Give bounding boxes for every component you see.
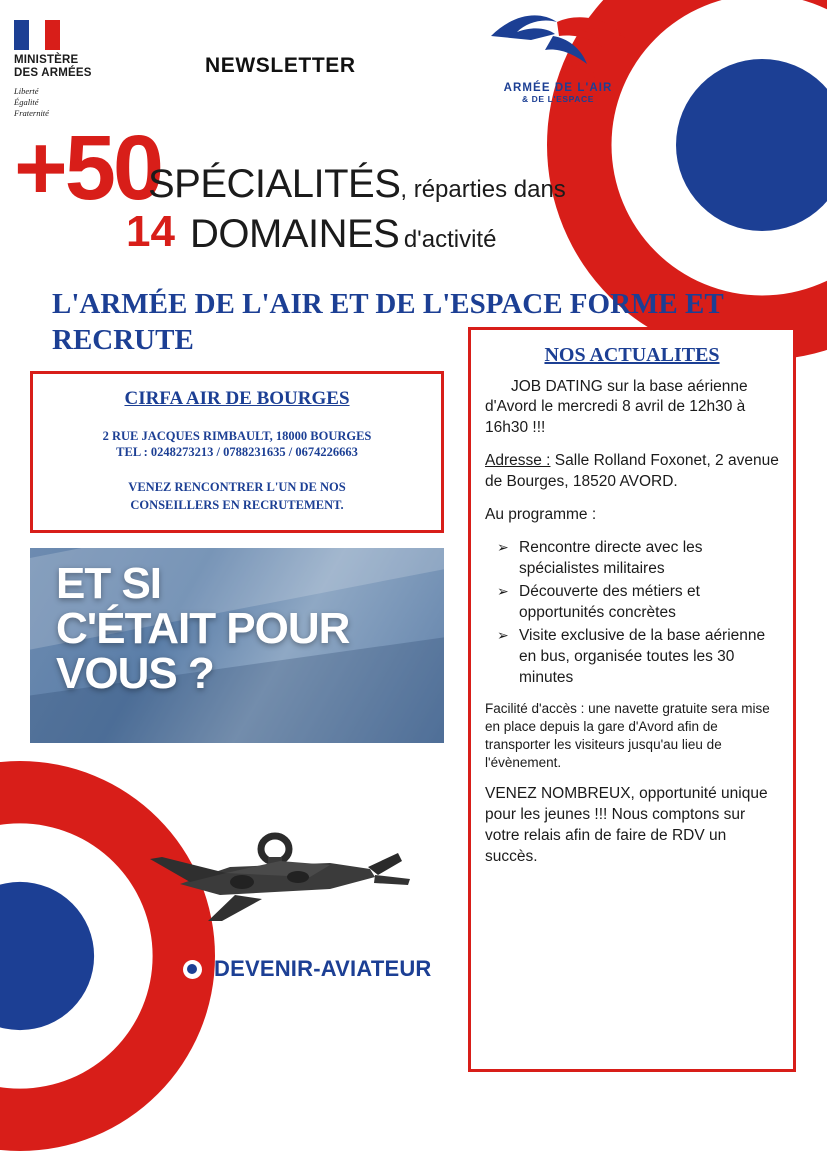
photo-slogan bbox=[56, 559, 350, 698]
list-item: ➢ Découverte des métiers et opportunités concrètes bbox=[485, 582, 779, 624]
photo-slogan-line-2: C'ÉTAIT POUR bbox=[56, 604, 350, 654]
ministere-line-2: DES ARMÉES bbox=[14, 67, 92, 80]
news-closing: VENEZ NOMBREUX, opportunité unique pour les jeunes !!! Nous comptons sur votre relais afin de faire de RDV un succès. bbox=[485, 784, 768, 865]
document-header bbox=[0, 0, 827, 130]
list-item: ➢ Visite exclusive de la base aérienne en bus, organisée toutes les 30 minutes bbox=[485, 626, 779, 689]
content-columns bbox=[0, 343, 827, 1131]
devenir-aviateur-logo[interactable] bbox=[178, 955, 444, 983]
news-address bbox=[485, 451, 779, 493]
left-column bbox=[30, 371, 444, 984]
banner-domaines: DOMAINES bbox=[190, 212, 400, 256]
devise-liberte: Liberté bbox=[14, 86, 39, 97]
news-facilite-acces: Facilité d'accès : une navette gratuite sera mise en place depuis la gare d'Avord afin de transporter les visiteurs jusqu'au lieu de l'évènement. bbox=[485, 701, 770, 770]
cirfa-phones: TEL : 0248273213 / 0788231635 / 0674226663 bbox=[116, 445, 358, 460]
news-address-value: Salle Rolland Foxonet, 2 avenue de Bourges, 18520 AVORD. bbox=[485, 452, 779, 491]
newsletter-heading: NEWSLETTER bbox=[205, 54, 356, 77]
eagle-icon bbox=[483, 8, 633, 80]
recruitment-photo bbox=[30, 548, 444, 743]
banner-activite: d'activité bbox=[403, 226, 497, 253]
devise-egalite: Égalité bbox=[14, 97, 39, 108]
ministere-line-1: MINISTÈRE bbox=[14, 54, 79, 66]
news-title: NOS ACTUALITES bbox=[544, 343, 720, 366]
logo-line-2: & DE L'ESPACE bbox=[521, 94, 594, 104]
banner-reparties: , réparties dans bbox=[400, 176, 566, 203]
banner-line-1 bbox=[148, 162, 566, 207]
cirfa-call-to-action bbox=[49, 479, 425, 514]
news-programme-label: Au programme : bbox=[485, 506, 597, 524]
cirfa-cta-line-1: VENEZ RENCONTRER L'UN DE NOS bbox=[128, 480, 346, 495]
banner-plus50: +50 bbox=[14, 117, 162, 219]
cirfa-title: CIRFA AIR DE BOURGES bbox=[124, 387, 350, 409]
photo-slogan-line-3: VOUS ? bbox=[56, 649, 214, 698]
cirfa-cta-line-2: CONSEILLERS EN RECRUTEMENT. bbox=[130, 497, 344, 512]
cocarde-icon bbox=[178, 955, 206, 983]
french-flag-icon bbox=[14, 20, 60, 50]
ministere-armees-logo bbox=[14, 20, 124, 118]
banner-specialites: SPÉCIALITÉS bbox=[148, 162, 401, 206]
devise-fraternite: Fraternité bbox=[14, 107, 49, 118]
logo-line-1: ARMÉE DE L'AIR bbox=[503, 82, 613, 94]
cirfa-address: 2 RUE JACQUES RIMBAULT, 18000 BOURGES bbox=[102, 428, 372, 443]
devenir-aviateur-label: DEVENIR-AVIATEUR bbox=[214, 956, 432, 982]
awacs-plane-photo bbox=[30, 749, 444, 949]
list-item: ➢ Rencontre directe avec les spécialistes militaires bbox=[485, 538, 779, 580]
news-box bbox=[468, 327, 796, 1072]
armee-de-lair-logo bbox=[478, 8, 638, 104]
page-title: L'ARMÉE DE L'AIR ET DE L'ESPACE FORME ET RECRUTE bbox=[52, 288, 724, 357]
news-job-dating: JOB DATING sur la base aérienne d'Avord le mercredi 8 avril de 12h30 à 16h30 !!! bbox=[485, 377, 748, 437]
banner-num-14: 14 bbox=[126, 207, 175, 256]
banner-line-2 bbox=[190, 212, 496, 257]
cirfa-contact-box bbox=[30, 371, 444, 534]
news-programme-list bbox=[485, 538, 779, 688]
photo-slogan-line-1: ET SI bbox=[56, 559, 162, 609]
awacs-aircraft-icon bbox=[30, 749, 444, 949]
specialites-banner bbox=[0, 117, 827, 264]
news-address-label: Adresse : bbox=[485, 452, 551, 470]
